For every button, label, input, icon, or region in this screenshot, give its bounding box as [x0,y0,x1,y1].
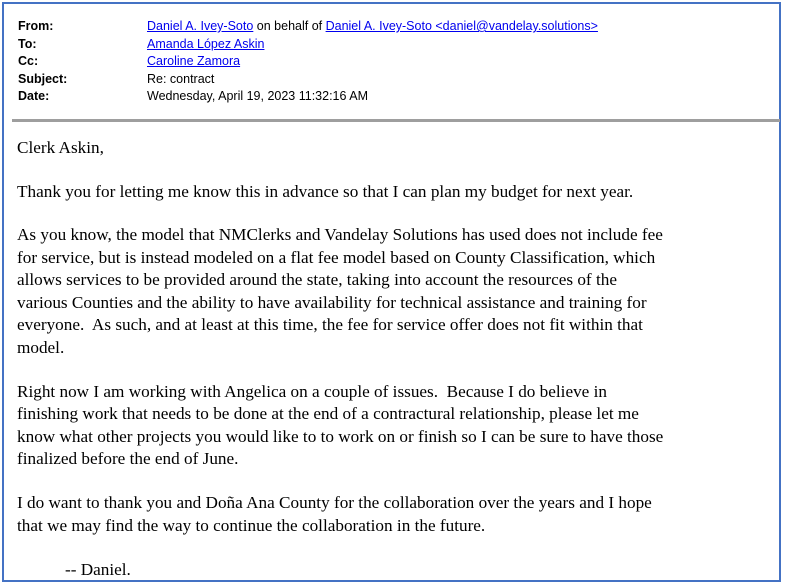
paragraph-3 [17,381,777,471]
from-on-behalf-text: on behalf of [253,19,326,33]
to-recipient-link[interactable]: Amanda López Askin [147,36,265,51]
paragraph-4 [17,492,777,537]
email-body [17,137,777,581]
cc-row [18,53,598,71]
paragraph-line: As you know, the model that NMClerks and Vandelay Solutions has used does not include fee [17,225,663,244]
date-label: Date: [18,89,50,103]
from-address-link[interactable]: Daniel A. Ivey-Soto <daniel@vandelay.solutions> [325,19,598,33]
paragraph-line: allows services to be provided around the state, taking into account the resources of the [17,270,617,289]
from-label: From: [18,19,54,33]
paragraph-line: that we may find the way to continue the collaboration in the future. [17,515,486,535]
from-row [18,18,598,36]
paragraph-line: for service, but is instead modeled on a flat fee model based on County Classification, which [17,247,656,267]
subject-label: Subject: [18,71,68,86]
paragraph-line: know what other projects you would like to to work on or finish so I can be sure to have those [17,426,664,446]
subject-row [18,71,598,89]
paragraph-line: model. [17,337,65,357]
to-row [18,36,598,54]
date-value: Wednesday, April 19, 2023 11:32:16 AM [147,89,368,103]
cc-recipient-link[interactable]: Caroline Zamora [147,54,241,68]
from-sender-link[interactable]: Daniel A. Ivey-Soto [147,19,254,33]
paragraph-line: finishing work that needs to be done at the end of a contractural relationship, please let me [17,404,639,423]
date-row [18,88,598,106]
cc-label: Cc: [18,54,39,68]
subject-value: Re: contract [147,71,215,86]
signature: -- Daniel. [65,559,131,579]
paragraph-line: everyone. As such, and at least at this time, the fee for service offer does not fit within that [17,315,643,334]
header-divider [12,119,780,122]
email-headers [18,18,598,106]
to-label: To: [18,36,37,51]
paragraph-2 [17,224,777,359]
paragraph-line: I do want to thank you and Doña Ana County for the collaboration over the years and I hope [17,493,652,512]
email-frame [2,2,781,582]
paragraph-line: finalized before the end of June. [17,449,239,468]
paragraph-line: various Counties and the ability to have availability for technical assistance and training for [17,292,647,312]
paragraph-1: Thank you for letting me know this in advance so that I can plan my budget for next year. [17,181,634,201]
salutation: Clerk Askin, [17,138,104,157]
paragraph-line: Right now I am working with Angelica on a couple of issues. Because I do believe in [17,381,607,401]
